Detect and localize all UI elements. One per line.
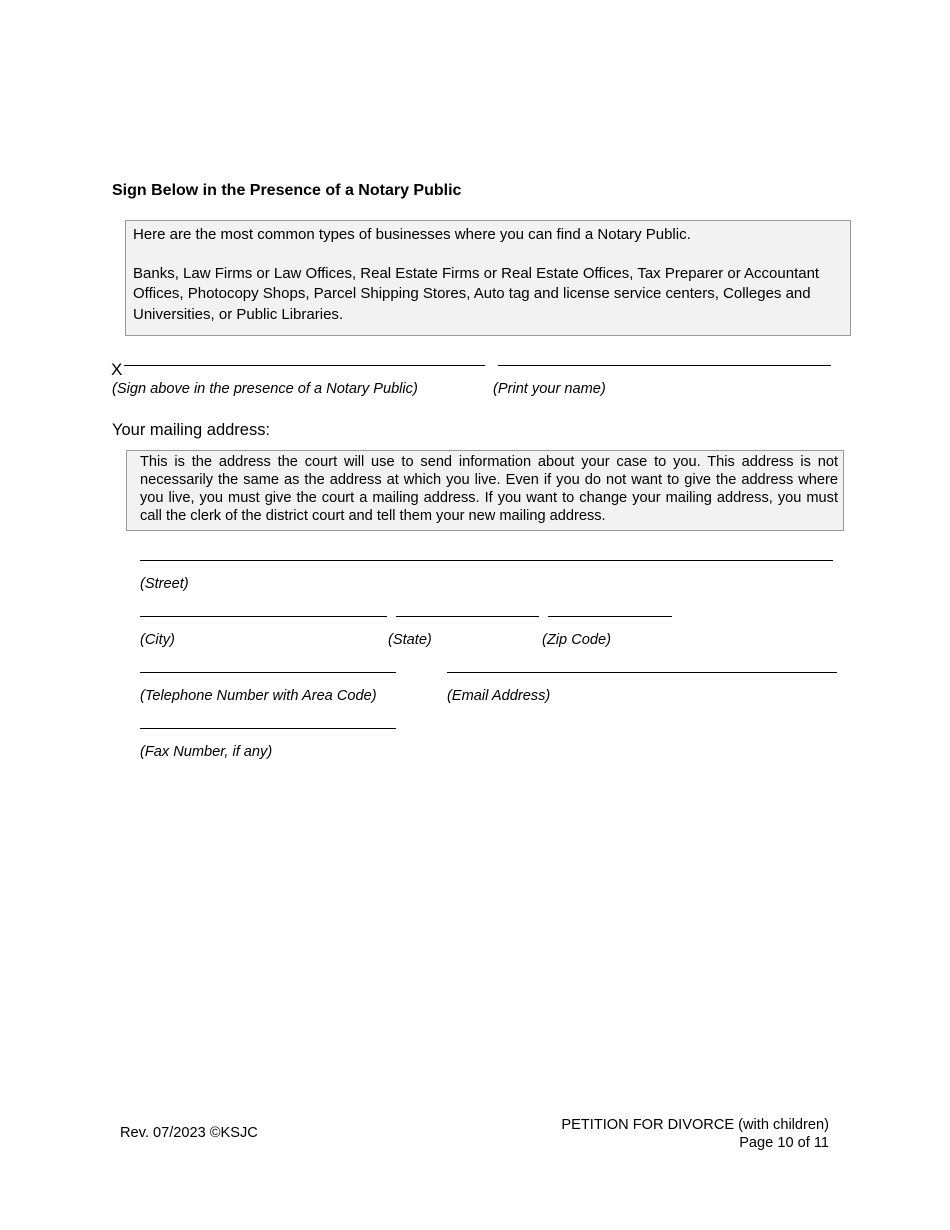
phone-line[interactable] xyxy=(140,672,396,673)
signature-x-mark: X xyxy=(111,360,123,379)
street-caption: (Street) xyxy=(140,576,189,592)
street-line[interactable] xyxy=(140,560,833,561)
footer-revision: Rev. 07/2023 ©KSJC xyxy=(120,1125,258,1141)
section-heading: Sign Below in the Presence of a Notary Public xyxy=(112,182,462,199)
footer-form-title: PETITION FOR DIVORCE (with children) xyxy=(561,1117,829,1133)
phone-caption: (Telephone Number with Area Code) xyxy=(140,688,377,704)
notary-info-list: Banks, Law Firms or Law Offices, Real Estate Firms or Real Estate Offices, Tax Preparer or Accountant Offices, Photocopy Shops, Parcel Shipping Stores, Auto tag and license service centers, Colleges and Universities, or Public Libraries. xyxy=(133,264,820,323)
notary-info-box xyxy=(125,220,851,336)
state-line[interactable] xyxy=(396,616,539,617)
mailing-note-box xyxy=(126,450,844,531)
footer-form-info xyxy=(561,1116,829,1152)
city-caption: (City) xyxy=(140,632,175,648)
print-name-line[interactable] xyxy=(498,365,831,366)
fax-caption: (Fax Number, if any) xyxy=(140,744,273,760)
print-name-caption: (Print your name) xyxy=(493,381,606,397)
notary-info-intro: Here are the most common types of businesses where you can find a Notary Public. xyxy=(133,226,691,243)
footer-page-number: Page 10 of 11 xyxy=(739,1135,829,1151)
zip-line[interactable] xyxy=(548,616,672,617)
state-caption: (State) xyxy=(388,632,432,648)
fax-line[interactable] xyxy=(140,728,396,729)
signature-caption: (Sign above in the presence of a Notary Public) xyxy=(112,381,418,397)
mailing-note-text: This is the address the court will use to send information about your case to you. This address is not necessarily the same as the address at which you live. Even if you do not want to give the address where you live, you must give the court a mailing address. If you want to change your mailing address, you must call the clerk of the district court and tell them your new mailing address. xyxy=(140,454,838,524)
email-caption: (Email Address) xyxy=(447,688,551,704)
mailing-address-label: Your mailing address: xyxy=(112,421,271,439)
email-line[interactable] xyxy=(447,672,837,673)
city-line[interactable] xyxy=(140,616,387,617)
signature-line[interactable] xyxy=(124,365,485,366)
zip-caption: (Zip Code) xyxy=(542,632,611,648)
